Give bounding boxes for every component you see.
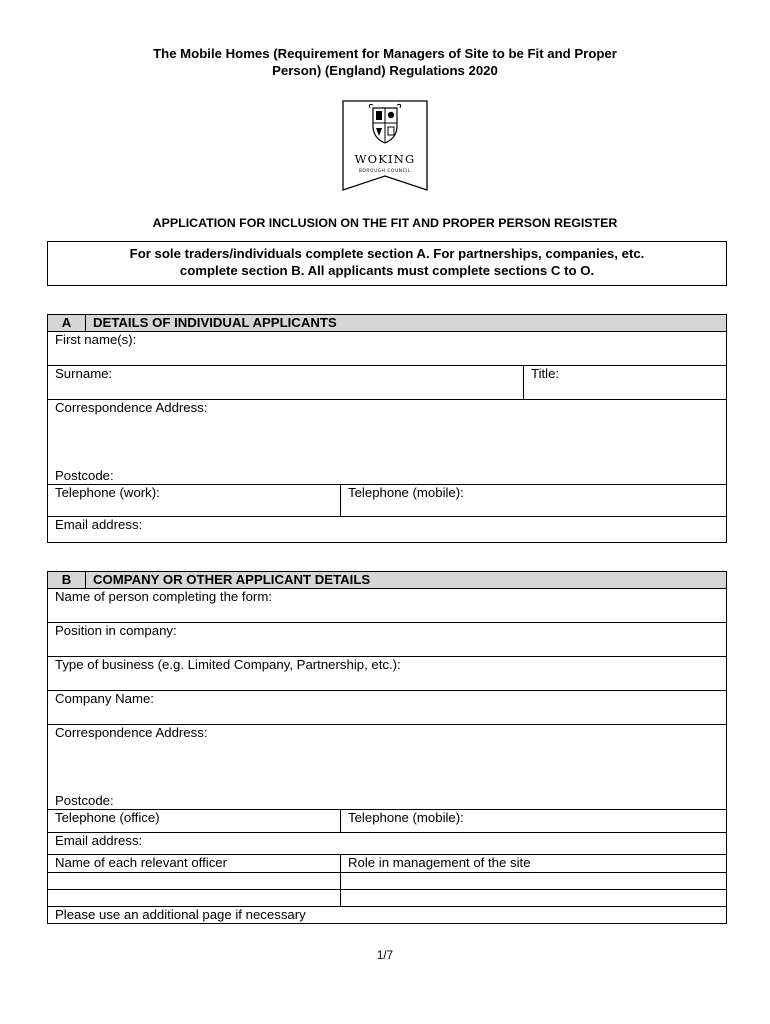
telephone-office-field[interactable]: Telephone (office) bbox=[48, 810, 341, 833]
instructions-box bbox=[47, 241, 727, 286]
officer-column-header: Name of each relevant officer bbox=[48, 855, 341, 873]
company-address-field[interactable] bbox=[48, 725, 727, 810]
section-a-table bbox=[47, 314, 727, 543]
first-names-field[interactable]: First name(s): bbox=[48, 332, 727, 366]
title-field[interactable]: Title: bbox=[524, 366, 727, 400]
form-subtitle: APPLICATION FOR INCLUSION ON THE FIT AND PROPER PERSON REGISTER bbox=[152, 216, 618, 230]
officer-row bbox=[48, 873, 727, 890]
instructions-line-2: complete section B. All applicants must complete sections C to O. bbox=[179, 263, 595, 278]
section-a-header bbox=[48, 315, 727, 332]
logo-subtext: BOROUGH COUNCIL bbox=[358, 169, 412, 174]
company-name-field[interactable]: Company Name: bbox=[48, 691, 727, 725]
instructions-line-1: For sole traders/individuals complete section A. For partnerships, companies, etc. bbox=[129, 246, 645, 261]
section-b-table bbox=[47, 571, 727, 924]
title-line-1: The Mobile Homes (Requirement for Managers of Site to be Fit and Proper bbox=[153, 46, 617, 61]
logo-wordmark: WOKING bbox=[354, 152, 416, 166]
officer-row bbox=[48, 890, 727, 907]
section-heading: COMPANY OR OTHER APPLICANT DETAILS bbox=[86, 572, 727, 589]
section-b-header bbox=[48, 572, 727, 589]
council-crest-icon bbox=[342, 100, 428, 192]
page-number: 1/7 bbox=[377, 950, 393, 962]
address-label: Correspondence Address: bbox=[55, 400, 208, 415]
document-title bbox=[0, 45, 770, 79]
telephone-work-field[interactable]: Telephone (work): bbox=[48, 485, 341, 517]
business-type-field[interactable]: Type of business (e.g. Limited Company, Partnership, etc.): bbox=[48, 657, 727, 691]
surname-field[interactable]: Surname: bbox=[48, 366, 524, 400]
address-label: Correspondence Address: bbox=[55, 725, 208, 740]
officer-role-cell[interactable] bbox=[341, 873, 727, 890]
section-letter: B bbox=[48, 572, 86, 589]
council-logo bbox=[342, 100, 428, 192]
section-letter: A bbox=[48, 315, 86, 332]
telephone-mobile-field[interactable]: Telephone (mobile): bbox=[341, 485, 727, 517]
section-heading: DETAILS OF INDIVIDUAL APPLICANTS bbox=[86, 315, 727, 332]
officer-name-cell[interactable] bbox=[48, 873, 341, 890]
officer-role-cell[interactable] bbox=[341, 890, 727, 907]
address-field[interactable] bbox=[48, 400, 727, 485]
email-field[interactable]: Email address: bbox=[48, 517, 727, 543]
title-line-2: Person) (England) Regulations 2020 bbox=[272, 63, 498, 78]
company-email-field[interactable]: Email address: bbox=[48, 833, 727, 855]
position-field[interactable]: Position in company: bbox=[48, 623, 727, 657]
telephone-mobile-field[interactable]: Telephone (mobile): bbox=[341, 810, 727, 833]
role-column-header: Role in management of the site bbox=[341, 855, 727, 873]
person-completing-field[interactable]: Name of person completing the form: bbox=[48, 589, 727, 623]
officer-name-cell[interactable] bbox=[48, 890, 341, 907]
postcode-label: Postcode: bbox=[55, 468, 114, 483]
postcode-label: Postcode: bbox=[55, 793, 114, 808]
additional-page-note: Please use an additional page if necessary bbox=[48, 907, 727, 924]
